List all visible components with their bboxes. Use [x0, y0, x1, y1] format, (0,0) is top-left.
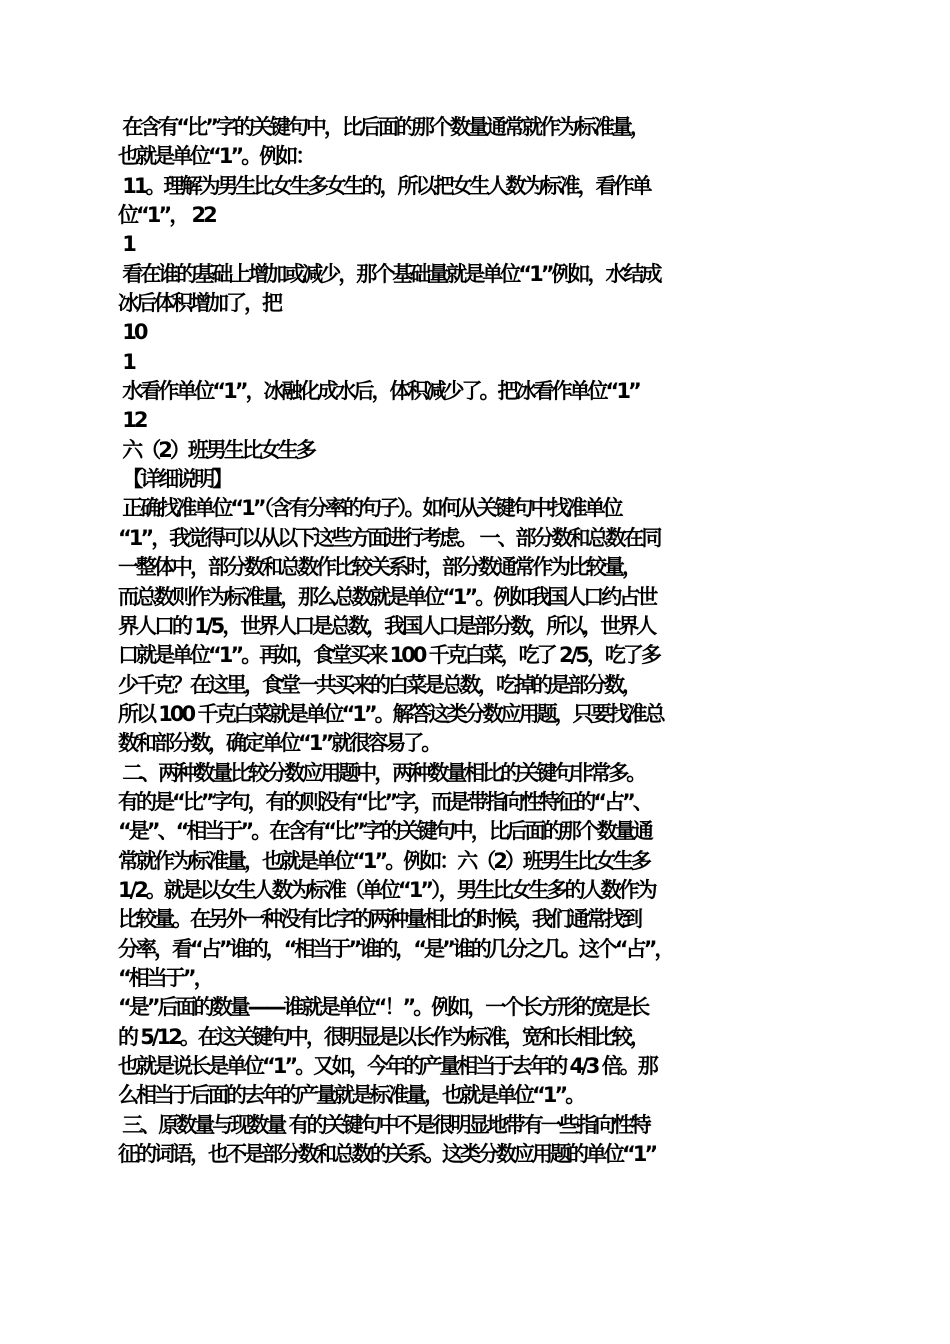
text-line: 有的是“比”字句，有的则没有“比”字，而是带指向性特征的“占”、	[118, 789, 651, 814]
text-line: 1/2。就是以女生人数为标准（单位“1”），男生比女生多的人数作为	[118, 877, 655, 902]
text-line: 1	[118, 349, 134, 374]
text-line: 10	[118, 320, 146, 345]
text-line: “是”后面的数量——谁就是单位“！”。例如，一个长方形的宽是长	[118, 995, 648, 1020]
text-line: 在含有“比”字的关键句中，比后面的那个数量通常就作为标准量，	[118, 115, 648, 139]
text-line: 界人口的 1/5，世界人口是总数，我国人口是部分数，所以，世界人	[118, 613, 655, 638]
section-heading: 【详细说明】	[118, 467, 231, 492]
text-line: 11。理解为男生比女生多女生的，所以把女生人数为标准，看作单	[118, 173, 650, 198]
text-line: 数和部分数，确定单位“1”就很容易了。	[118, 731, 440, 756]
text-line: “相当于”，	[118, 965, 212, 990]
text-line: 常就作为标准量，也就是单位“1”。例如：六（2）班男生比女生多	[118, 848, 649, 873]
text-line: 所以 100 千克白菜就是单位“1”。解答这类分数应用题，只要找准总	[118, 701, 663, 726]
text-line: 看在谁的基础上增加或减少，那个基础量就是单位“1”例如，水结成	[118, 261, 660, 286]
text-line: 水看作单位“1”，冰融化成水后，体积减少了。把冰看作单位“1”	[118, 379, 639, 404]
text-line: 分率，看“占”谁的，“相当于”谁的，“是”谁的几分之几。这个“占”，	[118, 936, 673, 961]
text-line: “1”，我觉得可以从以下这些方面进行考虑。 一、部分数和总数在同	[118, 525, 660, 550]
text-line: 正确找准单位“1”（含有分率的句子）。如何从关键句中找准单位	[118, 496, 621, 521]
text-line: 口就是单位“1”。再如，食堂买来 100 千克白菜，吃了 2/5，吃了多	[118, 643, 659, 668]
text-line: 1	[118, 232, 134, 257]
text-line: 少千克？在这里，食堂一共买来的白菜是总数，吃掉的是部分数，	[118, 672, 640, 697]
text-line: 也就是说长是单位“1”。又如，今年的产量相当于去年的 4/3 倍。那	[118, 1054, 656, 1078]
document-body	[118, 113, 858, 1169]
text-line: 二、两种数量比较分数应用题中，两种数量相比的关键句非常多。	[118, 760, 645, 785]
text-line: 12	[118, 408, 146, 433]
text-line: “是”、“相当于”。在含有“比”字的关键句中，比后面的那个数量通	[118, 819, 651, 844]
text-line: 征的词语，也不是部分数和总数的关系。这类分数应用题的单位“1”	[118, 1142, 656, 1167]
text-line: 位“1”， 22	[118, 203, 215, 228]
text-line: 冰后体积增加了，把	[118, 291, 280, 316]
text-line: 也就是单位“1”。例如：	[118, 144, 314, 169]
text-line: 六（2）班男生比女生多	[118, 437, 314, 462]
text-line: 比较量。在另外一种没有比字的两种量相比的时候，我们通常找到	[118, 907, 640, 932]
text-line: 的 5/12。在这关键句中，很明显是以长作为标准，宽和长相比较，	[118, 1024, 648, 1049]
text-line: 而总数则作为标准量，那么总数就是单位“1”。例如我国人口约占世	[118, 584, 656, 609]
text-line: 三、原数量与现数量 有的关键句中不是很明显地带有一些指向性特	[118, 1112, 649, 1137]
text-line: 一整体中，部分数和总数作比较关系时，部分数通常作为比较量，	[118, 555, 640, 580]
text-line: 么相当于后面的去年的产量就是标准量，也就是单位“1”。	[118, 1083, 584, 1108]
